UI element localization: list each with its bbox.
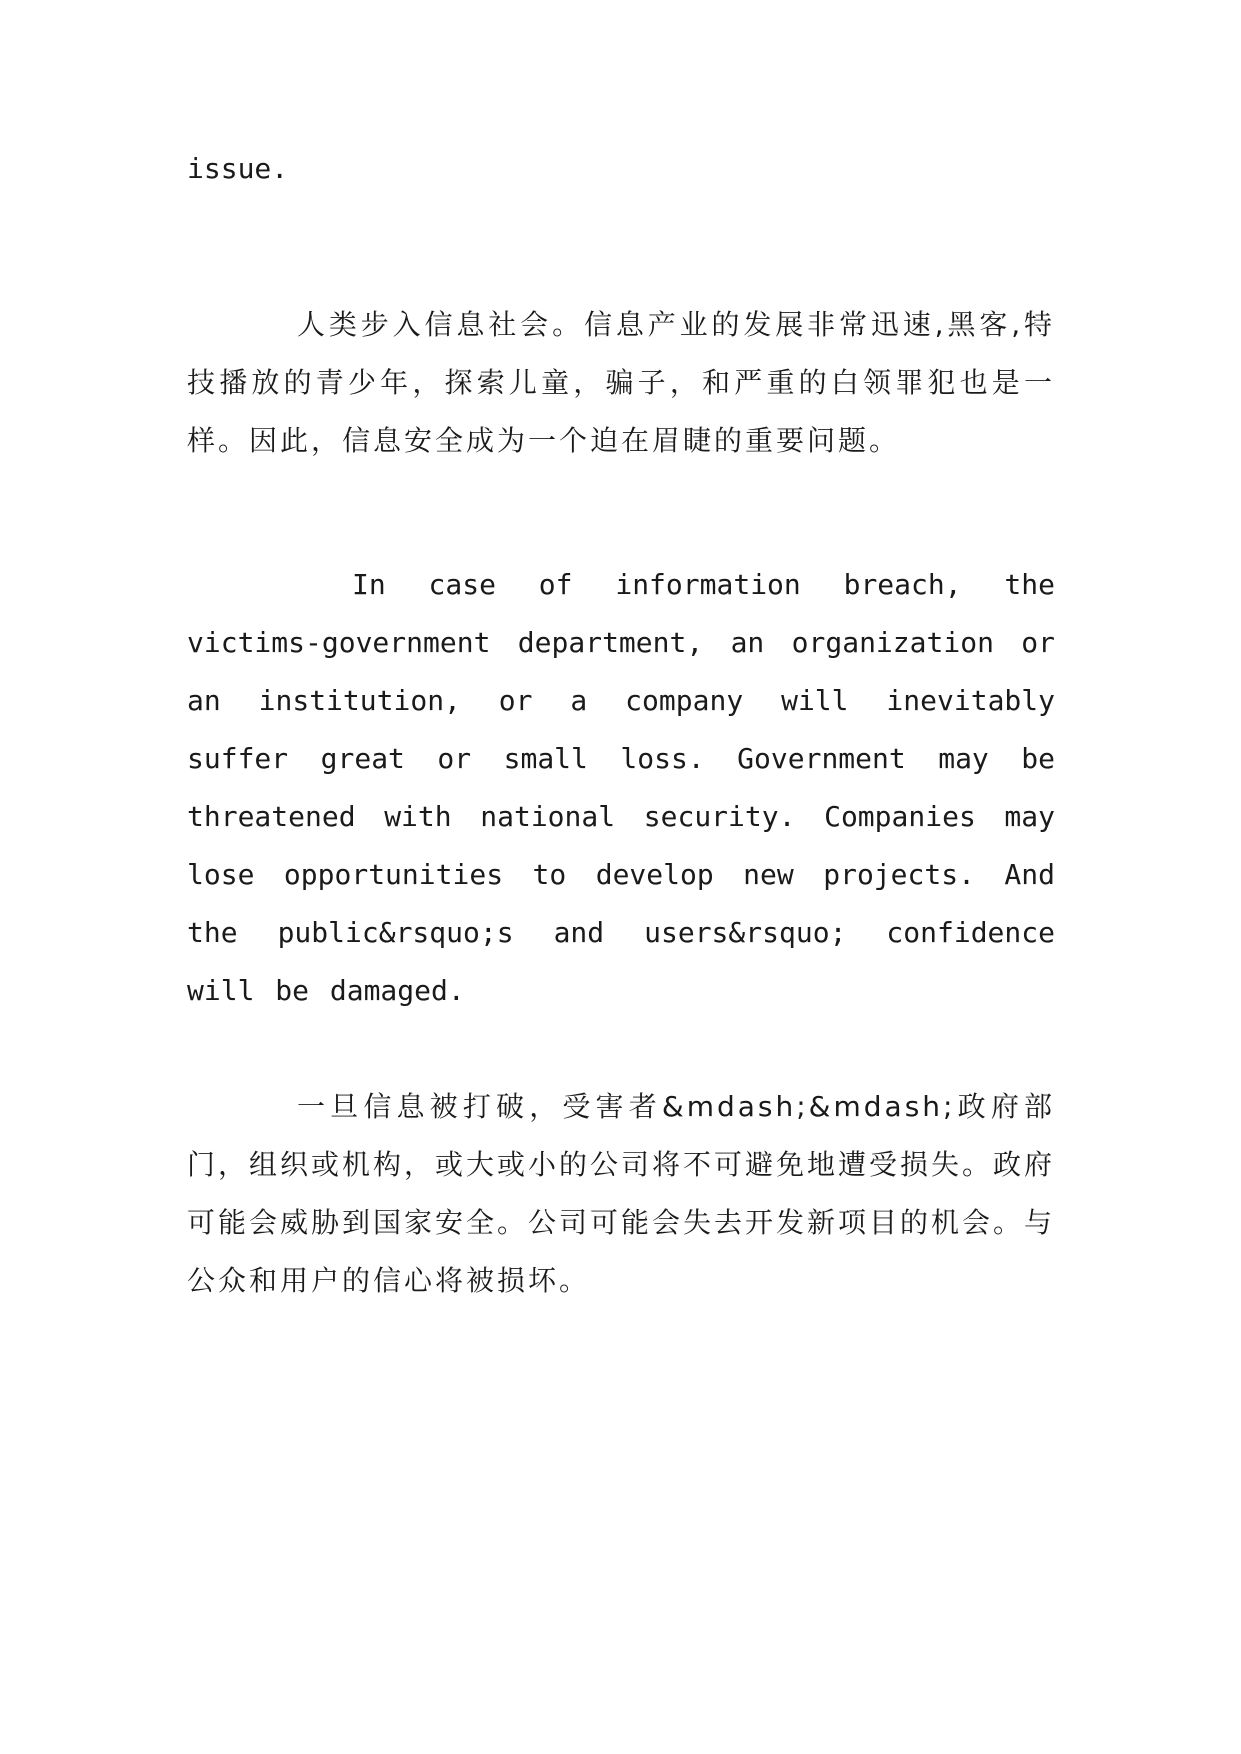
paragraph-english-1: In case of information breach, the victims-government department, an organization or an institution, or a company will inevitably suffer great or small loss. Government may be threatened with national security. Companies may lose opportunities to develop new projects. And the public&rsquo;s and users&rsquo; confidence will be damaged.: [187, 568, 1055, 1007]
paragraph-chinese-2: 一旦信息被打破，受害者&mdash;&mdash;政府部门，组织或机构，或大或小的公司将不可避免地遭受损失。政府可能会威胁到国家安全。公司可能会失去开发新项目的机会。与公众和用户的信心将被损坏。: [187, 1090, 1056, 1297]
paragraph-chinese-1: 人类步入信息社会。信息产业的发展非常迅速,黑客,特技播放的青少年，探索儿童，骗子，和严重的白领罪犯也是一样。因此，信息安全成为一个迫在眉睫的重要问题。: [187, 308, 1055, 457]
paragraph-tail: issue.: [187, 152, 289, 185]
